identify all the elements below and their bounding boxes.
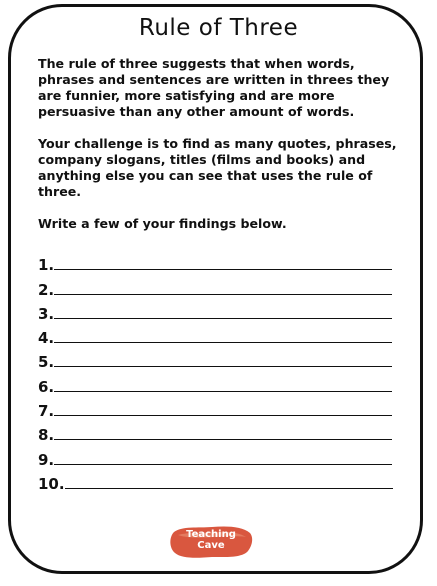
intro-paragraph: The rule of three suggests that when words, phrases and sentences are written in threes they are funnier, more satisfying and are more persuasive than any other amount of words. (38, 56, 390, 119)
worksheet-title: Rule of Three (138, 15, 299, 41)
answer-number: 9. (38, 450, 55, 469)
answer-line[interactable] (54, 450, 392, 465)
answer-line[interactable] (54, 304, 392, 319)
answer-number: 1. (38, 256, 55, 275)
answer-number: 5. (38, 353, 55, 372)
answer-line[interactable] (54, 401, 392, 416)
answer-line[interactable] (54, 280, 392, 295)
answer-number: 7. (38, 402, 55, 421)
answer-line[interactable] (54, 328, 392, 343)
answer-row-1 (38, 250, 393, 274)
answer-row-7 (38, 396, 393, 420)
answer-line[interactable] (65, 474, 393, 489)
answer-number: 8. (38, 426, 55, 445)
answer-row-9 (38, 444, 393, 468)
logo-line-1: Teaching (186, 529, 236, 540)
answer-row-8 (38, 420, 393, 444)
answer-row-4 (38, 323, 393, 347)
answer-number: 3. (38, 304, 55, 323)
challenge-paragraph: Your challenge is to find as many quotes, phrases, company slogans, titles (films and books) and anything else you can see that uses the rule of three. (38, 136, 397, 199)
answer-row-2 (38, 274, 393, 298)
answer-line[interactable] (54, 255, 392, 270)
instruction-paragraph: Write a few of your findings below. (38, 216, 287, 231)
teaching-cave-logo (168, 524, 254, 560)
answer-row-6 (38, 371, 393, 395)
answer-number: 6. (38, 377, 55, 396)
answer-list (38, 250, 393, 493)
answer-row-5 (38, 347, 393, 371)
answer-row-3 (38, 299, 393, 323)
answer-number: 4. (38, 329, 55, 348)
answer-line[interactable] (54, 352, 392, 367)
answer-line[interactable] (54, 425, 392, 440)
answer-number: 2. (38, 280, 55, 299)
answer-row-10 (38, 469, 393, 493)
logo-line-2: Cave (197, 540, 225, 551)
answer-line[interactable] (54, 377, 392, 392)
answer-number: 10. (38, 474, 65, 493)
